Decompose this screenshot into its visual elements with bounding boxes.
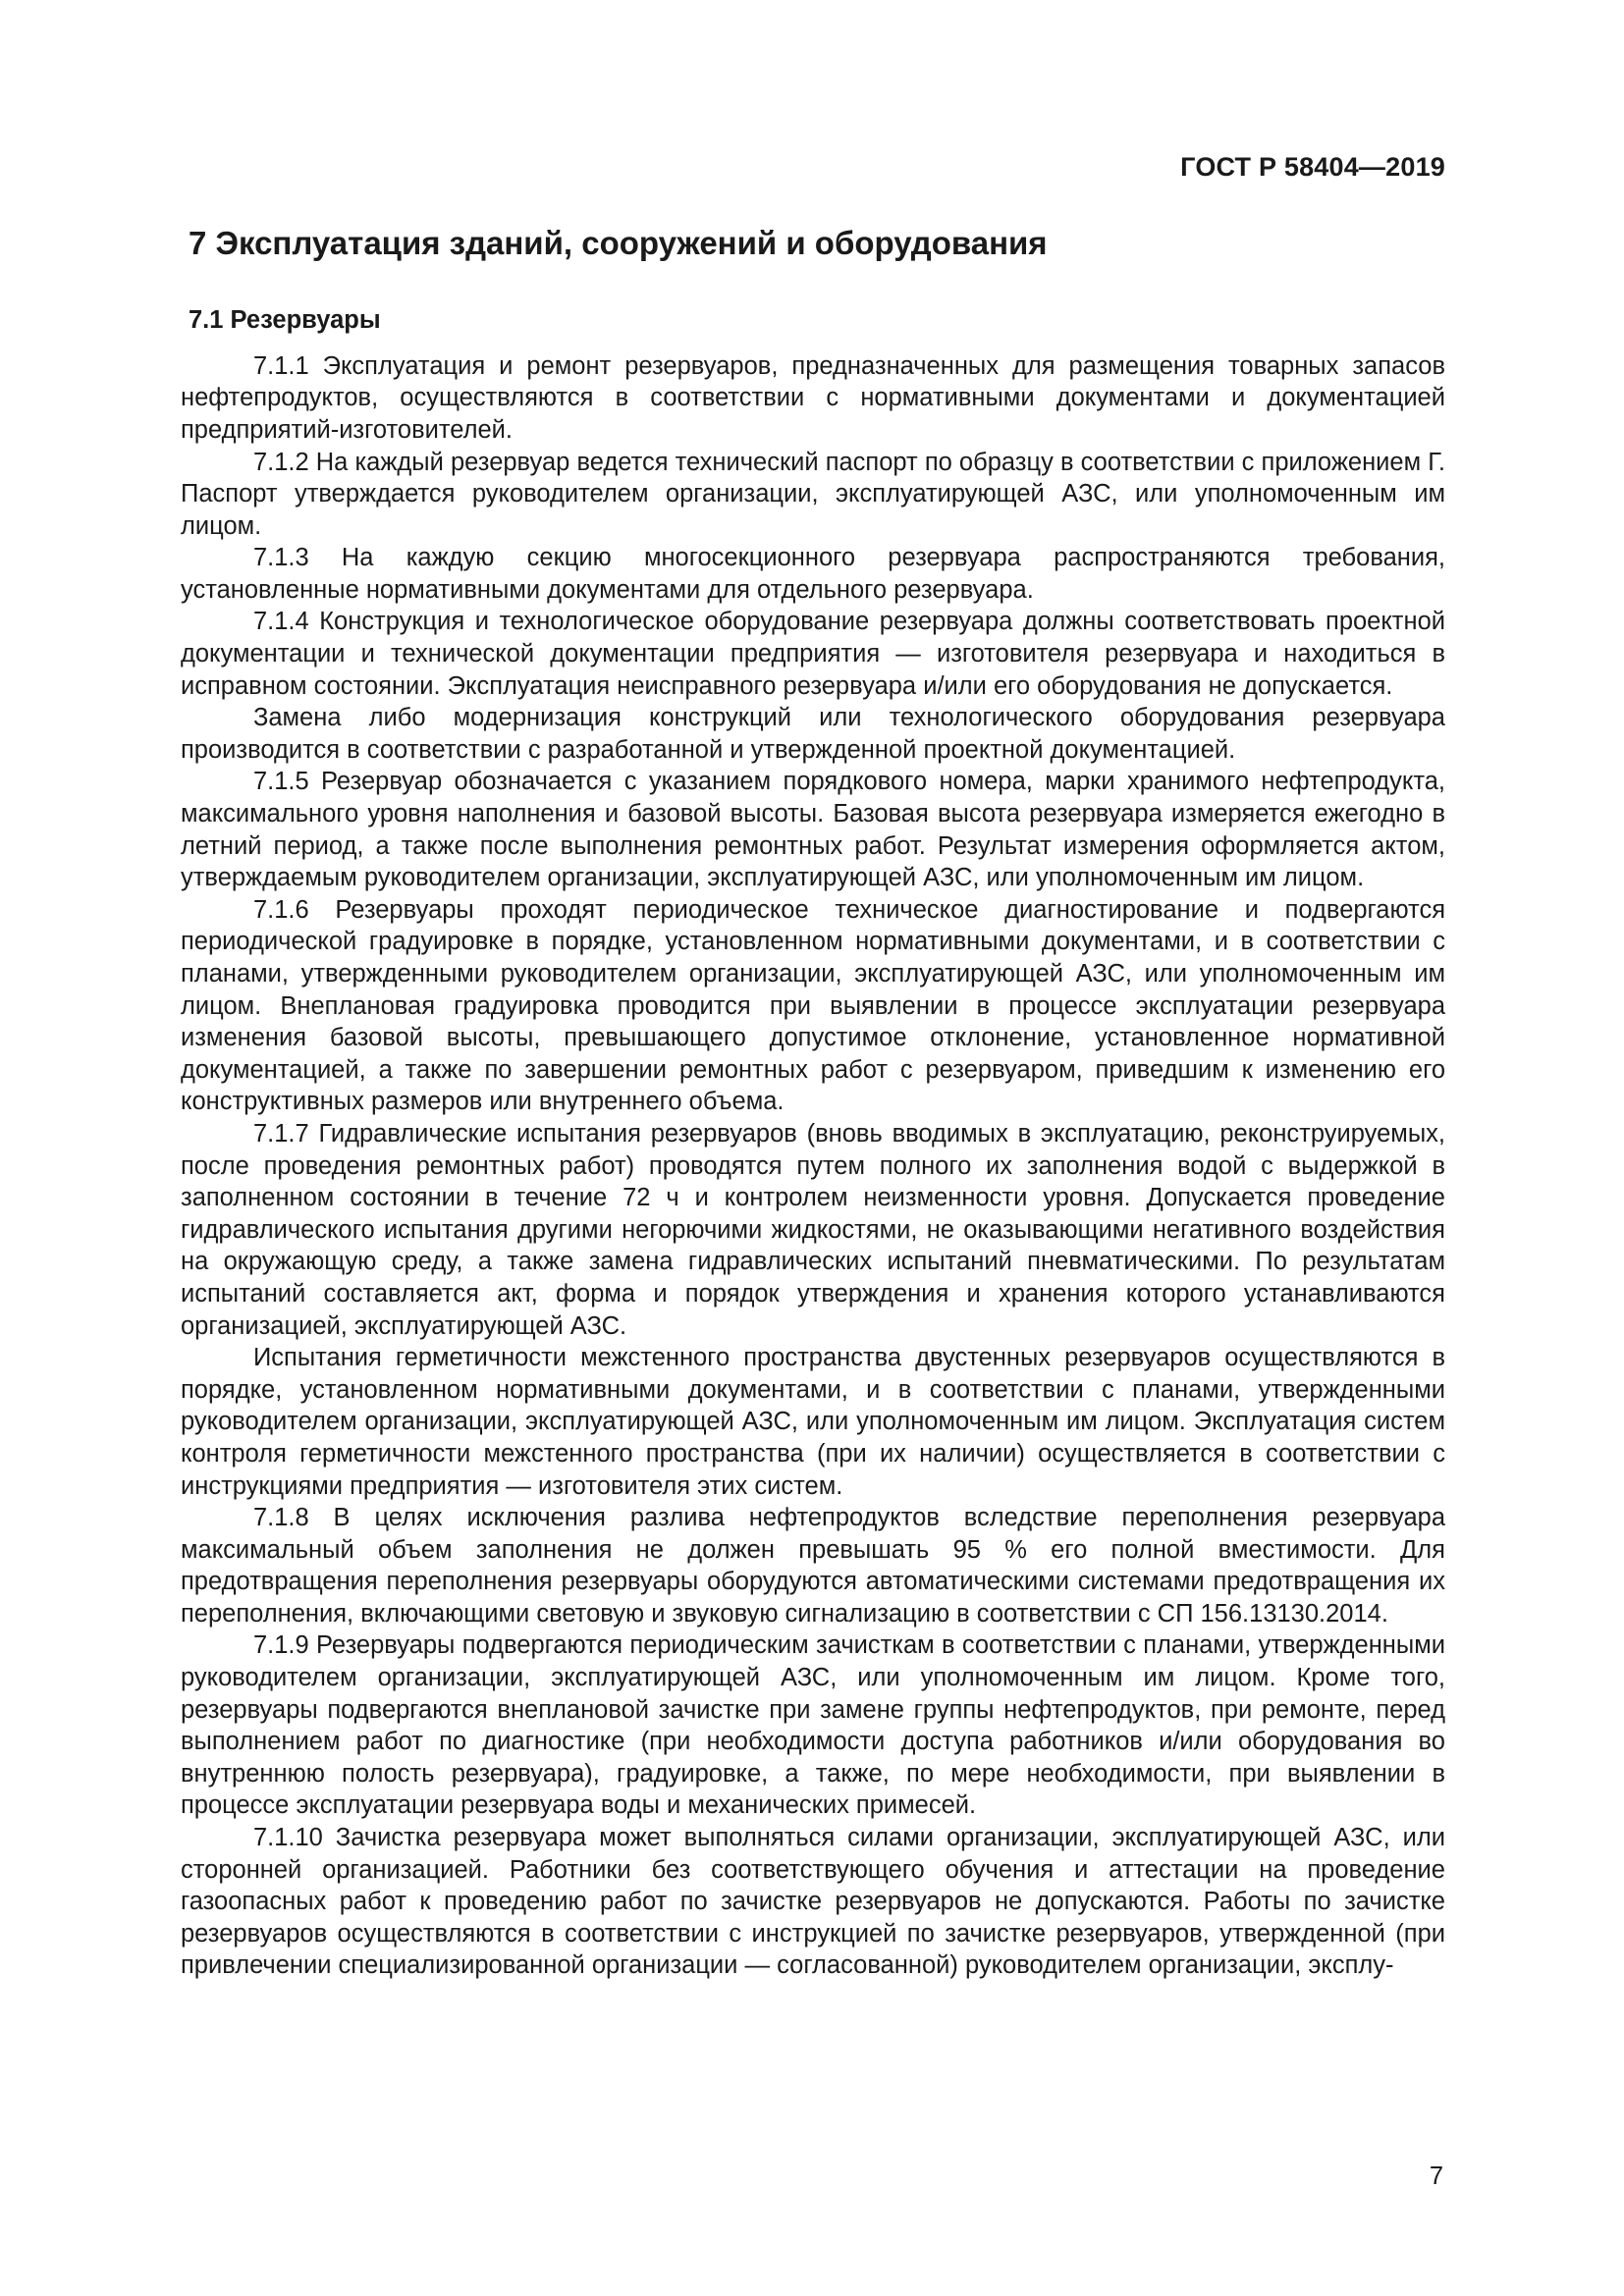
paragraph-7-1-4-continued: Замена либо модернизация конструкций или технологического оборудования резервуара производится в соответствии с разработанной и утвержденной проектной документацией.: [181, 704, 1445, 764]
paragraph-7-1-6: 7.1.6 Резервуары проходят периодическое техническое диагностирование и подвергаются периодической градуировке в порядке, установленном нормативными документами, и в соответствии с планами, утвержденными руководителем организации, эксплуатирующей АЗС, или уполномоченным им лицом. Внеплановая градуировка проводится при выявлении в процессе эксплуатации резервуара изменения базовой высоты, превышающего допустимое отклонение, установленное нормативной документацией, а также по завершении ремонтных работ с резервуаром, приведшим к изменению его конструктивных размеров или внутреннего объема.: [181, 895, 1445, 1116]
paragraph-7-1-2: 7.1.2 На каждый резервуар ведется технический паспорт по образцу в соответствии с приложением Г. Паспорт утверждается руководителем организации, эксплуатирующей АЗС, или уполномоченным им лицом.: [181, 448, 1445, 540]
subsection-title: 7.1 Резервуары: [189, 305, 381, 334]
page-content: [181, 224, 1445, 1982]
paragraph-7-1-1: 7.1.1 Эксплуатация и ремонт резервуаров, предназначенных для размещения товарных запасов нефтепродуктов, осуществляются в соответствии с нормативными документами и документацией предприятий-изготовителей.: [181, 351, 1445, 444]
paragraph-7-1-4: 7.1.4 Конструкция и технологическое оборудование резервуара должны соответствовать проектной документации и технической документации предприятия — изготовителя резервуара и находиться в исправном состоянии. Эксплуатация неисправного резервуара и/или его оборудования не допускается.: [181, 608, 1445, 700]
section-title: 7 Эксплуатация зданий, сооружений и оборудования: [189, 225, 1048, 261]
paragraph-7-1-9: 7.1.9 Резервуары подвергаются периодическим зачисткам в соответствии с планами, утвержденными руководителем организации, эксплуатирующей АЗС, или уполномоченным им лицом. Кроме того, резервуары подвергаются внеплановой зачистке при замене группы нефтепродуктов, при ремонте, перед выполнением работ по диагностике (при необходимости доступа работников и/или оборудования во внутреннюю полость резервуара), градуировке, а также, по мере необходимости, при выявлении в процессе эксплуатации резервуара воды и механических примесей.: [181, 1631, 1445, 1820]
paragraph-7-1-5: 7.1.5 Резервуар обозначается с указанием порядкового номера, марки хранимого нефтепродукта, максимального уровня наполнения и базовой высоты. Базовая высота резервуара измеряется ежегодно в летний период, а также после выполнения ремонтных работ. Результат измерения оформляется актом, утверждаемым руководителем организации, эксплуатирующей АЗС, или уполномоченным им лицом.: [181, 768, 1445, 892]
paragraph-7-1-8: 7.1.8 В целях исключения разлива нефтепродуктов вследствие переполнения резервуара максимальный объем заполнения не должен превышать 95 % его полной вместимости. Для предотвращения переполнения резервуары оборудуются автоматическими системами предотвращения их переполнения, включающими световую и звуковую сигнализацию в соответствии с СП 156.13130.2014.: [181, 1504, 1445, 1628]
paragraph-7-1-10: 7.1.10 Зачистка резервуара может выполняться силами организации, эксплуатирующей АЗС, или сторонней организацией. Работники без соответствующего обучения и аттестации на проведение газоопасных работ к проведению работ по зачистке резервуаров не допускаются. Работы по зачистке резервуаров осуществляются в соответствии с инструкцией по зачистке резервуаров, утвержденной (при привлечении специализированной организации — согласованной) руководителем организации, эксплу-: [181, 1824, 1445, 1980]
document-standard-id: ГОСТ Р 58404—2019: [1180, 152, 1445, 182]
paragraph-7-1-7: 7.1.7 Гидравлические испытания резервуаров (вновь вводимых в эксплуатацию, реконструируемых, после проведения ремонтных работ) проводятся путем полного их заполнения водой с выдержкой в заполненном состоянии в течение 72 ч и контролем неизменности уровня. Допускается проведение гидравлического испытания другими негорючими жидкостями, не оказывающими негативного воздействия на окружающую среду, а также замена гидравлических испытаний пневматическими. По результатам испытаний составляется акт, форма и порядок утверждения и хранения которого устанавливаются организацией, эксплуатирующей АЗС.: [181, 1119, 1445, 1340]
page-number: 7: [1429, 2163, 1443, 2190]
paragraph-7-1-3: 7.1.3 На каждую секцию многосекционного резервуара распространяются требования, установленные нормативными документами для отдельного резервуара.: [181, 544, 1445, 604]
paragraph-7-1-7-continued: Испытания герметичности межстенного пространства двустенных резервуаров осуществляются в порядке, установленном нормативными документами, и в соответствии с планами, утвержденными руководителем организации, эксплуатирующей АЗС, или уполномоченным им лицом. Эксплуатация систем контроля герметичности межстенного пространства (при их наличии) осуществляется в соответствии с инструкциями предприятия — изготовителя этих систем.: [181, 1344, 1445, 1500]
